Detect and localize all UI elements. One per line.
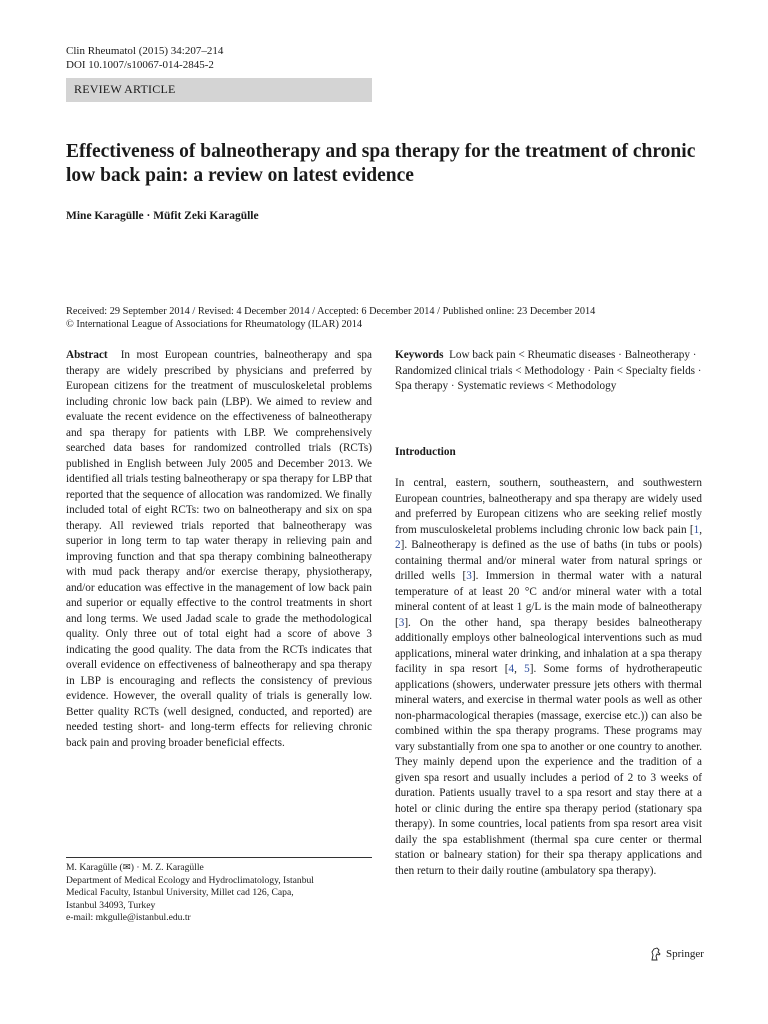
keywords-label: Keywords <box>395 349 444 361</box>
section-band <box>66 78 372 102</box>
citation-link[interactable]: 3 <box>466 570 472 582</box>
journal-citation: Clin Rheumatol (2015) 34:207–214 <box>66 45 224 57</box>
publisher-mark <box>650 947 704 961</box>
intro-text: In central, eastern, southern, southeastern, and southwestern European countries, balneotherapy and spa therapy are widely used and preferred by European citizens who are seeking relief mostly from musculoskeletal problems including chronic low back pain [ <box>395 477 702 536</box>
author-list: Mine Karagülle · Müfit Zeki Karagülle <box>66 210 259 222</box>
publication-dates: Received: 29 September 2014 / Revised: 4 December 2014 / Accepted: 6 December 2014 / Published online: 23 December 2014 <box>66 306 596 317</box>
intro-text: ]. Some forms of hydrotherapeutic applications (showers, underwater pressure jets others with thermal mineral waters, and exercise in thermal water pools as well as other non-pharmacological therapies (massage, exercise etc.)) can also be combined within the spa therapy programs. These programs may vary substantially from one spa to another or one country to another. They mainly depend upon the experience and the tradition of a given spa resort and usually includes a period of 2 to 3 weeks of duration. Patients usually travel to a spa resort and stay there at a hotel or clinic during the entire spa therapy period (stationary spa therapy). In some countries, local patients from spa resort area visit daily the spa establishment (thermal spa cure center or thermal station or balneary station) for their spa therapy applications and then return to their daily routine (ambulatory spa therapy). <box>395 663 702 877</box>
affiliation-city: Istanbul 34093, Turkey <box>66 899 156 911</box>
author-affiliation <box>66 862 372 925</box>
affiliation-department: Department of Medical Ecology and Hydroclimatology, Istanbul <box>66 874 314 886</box>
article-title: Effectiveness of balneotherapy and spa therapy for the treatment of chronic low back pain: a review on latest evidence <box>66 141 696 186</box>
keywords-text: Low back pain < Rheumatic diseases · Balneotherapy · Randomized clinical trials < Methodology · Pain < Specialty fields · Spa therapy · Systematic reviews < Methodology <box>395 349 702 392</box>
intro-text: ]. On the other hand, spa therapy besides balneotherapy additionally employs other balneological interventions such as mud applications, mineral water drinking, and inhalation at a spa therapy facility in spa resort [ <box>395 616 702 675</box>
citation-link[interactable]: 2 <box>395 539 401 551</box>
section-label: REVIEW ARTICLE <box>74 82 176 96</box>
publisher-name: Springer <box>666 948 704 960</box>
affiliation-authors: M. Karagülle (✉) · M. Z. Karagülle <box>66 862 204 873</box>
citation-link[interactable]: 3 <box>398 616 405 629</box>
abstract-label: Abstract <box>66 349 108 361</box>
copyright-line: © International League of Associations for Rheumatology (ILAR) 2014 <box>66 319 363 330</box>
footnote-divider <box>66 857 372 858</box>
abstract-text: In most European countries, balneotherapy and spa therapy are widely prescribed by physicians and preferred by European citizens for the treatment of musculoskeletal problems including chronic low back pain (LBP). We aimed to review and evaluate the recent evidence on the effectiveness of balneotherapy and spa therapy for patients with LBP. We comprehensively searched data bases for randomized controlled trials (RCTs) published in English between July 2005 and December 2013. We identified all trials testing balneotherapy or spa therapy for LBP that reported that the sequence of allocation was randomized. We finally included total of eight RCTs: two on balneotherapy and six on spa therapy. All reviewed trials reported that balneotherapy was superior in long term to tap water therapy in relieving pain and improving function and that spa therapy combining balneotherapy with mud pack therapy and/or exercise therapy, physiotherapy, and/or education was effective in the management of low back pain and superior or equally effective to the control treatments in short and long terms. We used Jadad scale to grade the methodological quality. Only three out of total eight had a score of above 3 indicating the good quality. The data from the RCTs indicates that overall evidence on effectiveness of balneotherapy and spa therapy in LBP is encouraging and reflects the consistency of previous evidence. However, the overall quality of trials is generally low. Better quality RCTs (well designed, conducted, and reported) are needed testing short- and long-term effects for relieving chronic back pain and proving broader beneficial effects. <box>66 349 372 749</box>
citation-link[interactable]: 5 <box>524 663 530 675</box>
introduction-body <box>395 476 702 879</box>
keywords <box>395 348 702 395</box>
citation-link[interactable]: 1 <box>693 523 700 536</box>
springer-horse-icon <box>650 947 662 961</box>
doi-line: DOI 10.1007/s10067-014-2845-2 <box>66 59 214 71</box>
intro-text: , <box>699 523 702 536</box>
citation-link[interactable]: 4 <box>508 663 515 675</box>
intro-text: , <box>514 663 525 675</box>
affiliation-faculty: Medical Faculty, Istanbul University, Millet cad 126, Capa, <box>66 887 294 898</box>
intro-text: ]. Immersion in thermal water with a natural temperature of at least 20 °C and/or mineral water with a total mineral content of at least 1 g/L is the main mode of balneotherapy [ <box>395 570 702 629</box>
affiliation-email[interactable]: e-mail: mkgulle@istanbul.edu.tr <box>66 912 191 923</box>
abstract <box>66 348 372 751</box>
introduction-heading: Introduction <box>395 446 456 458</box>
intro-text: ]. Balneotherapy is defined as the use of baths (in tubs or pools) containing thermal and/or mineral water from natural springs or drilled wells [ <box>395 539 702 582</box>
